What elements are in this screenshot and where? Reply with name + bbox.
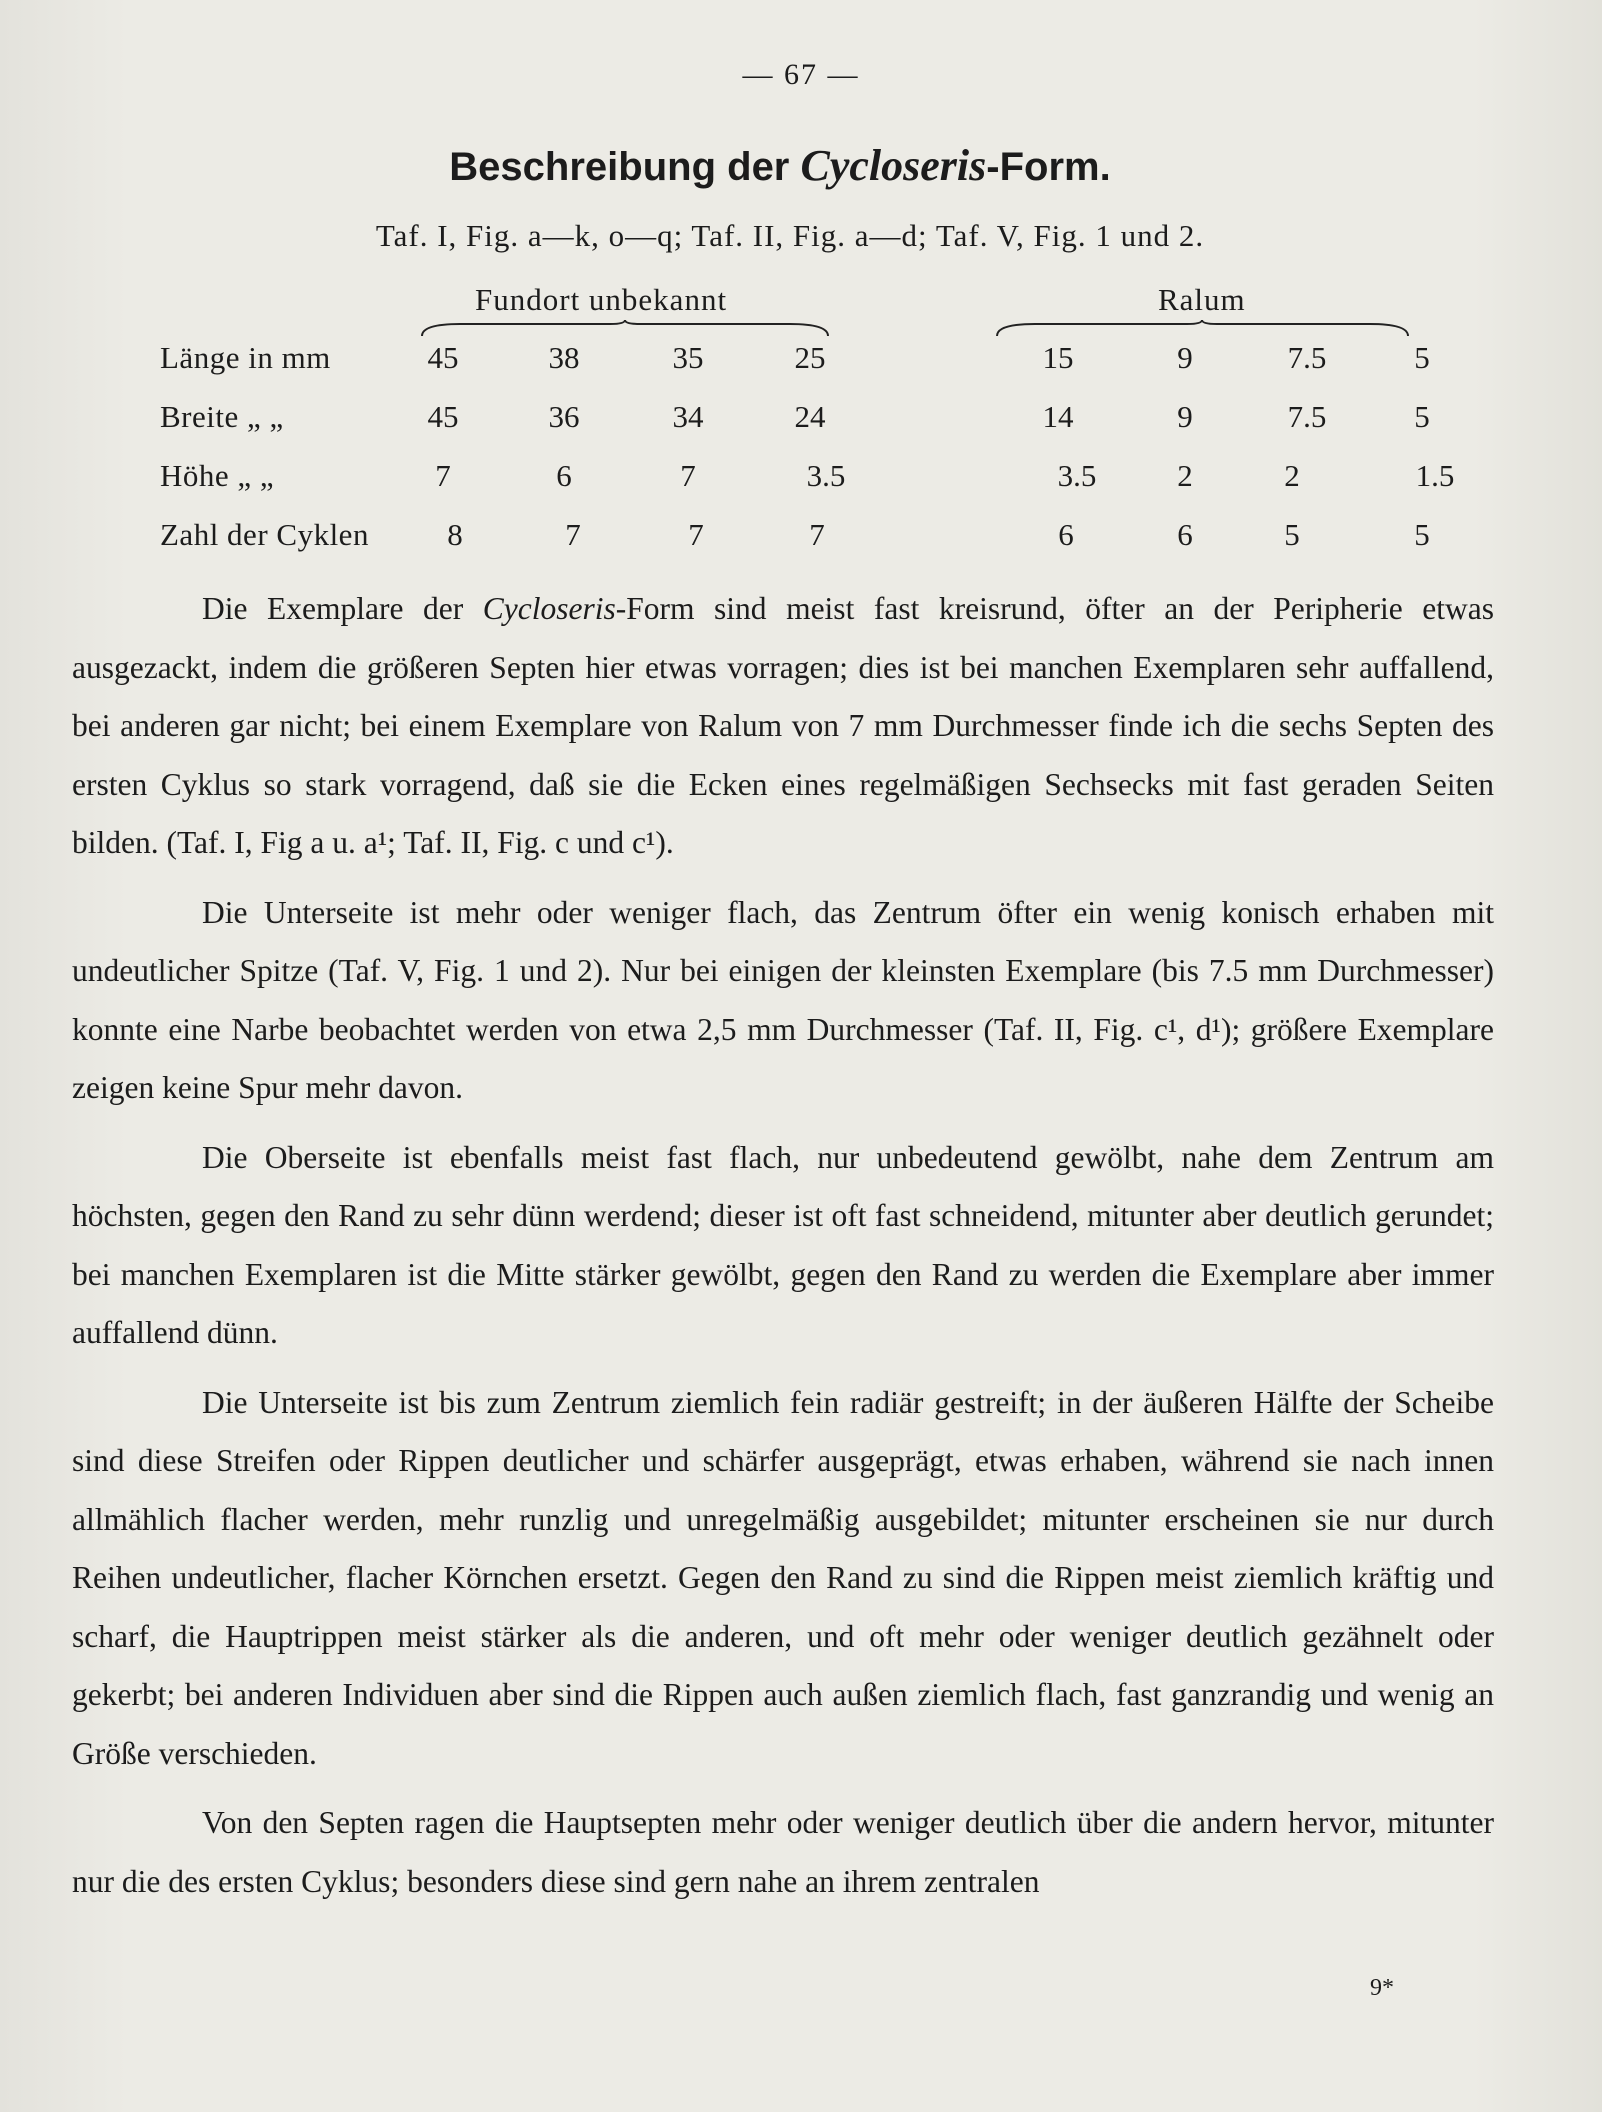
table-cell: 5	[1414, 517, 1430, 552]
table-cell: 14	[1042, 399, 1074, 434]
paragraph: Von den Septen ragen die Hauptsepten mehr oder weniger deutlich über die andern hervor, mitunter nur die des ersten Cyklus; besonders diese sind gern nahe an ihrem zentralen	[72, 1805, 1494, 1899]
table-cell: 5	[1284, 517, 1300, 552]
table-cell: 7	[688, 517, 704, 552]
title-suffix: -Form.	[986, 145, 1111, 189]
table-cell: 3.5	[1057, 458, 1097, 493]
row-label: Breite „ „	[160, 399, 284, 434]
paragraph: Die Unterseite ist bis zum Zentrum ziemlich fein radiär gestreift; in der äußeren Hälfte der Scheibe sind diese Streifen oder Rippen deutlicher und schärfer ausgeprägt, etwas erhaben, während sie nach innen allmählich flacher werden, mehr runzlig und unregelmäßig ausgebildet; mitunter erscheinen sie nur durch Reihen undeutlicher, flacher Körnchen ersetzt. Gegen den Rand zu sind die Rippen meist ziemlich kräftig und scharf, die Hauptrippen meist stärker als die anderen, und oft mehr oder weniger deutlich gezähnelt oder gekerbt; bei anderen Individuen aber sind die Rippen auch außen ziemlich flach, fast ganzrandig und wenig an Größe verschieden.	[72, 1384, 1494, 1771]
table-cell: 35	[672, 340, 704, 375]
table-cell: 7	[435, 458, 451, 493]
table-cell: 7.5	[1287, 340, 1327, 375]
table-cell: 45	[427, 340, 459, 375]
table-cell: 9	[1177, 399, 1193, 434]
table-cell: 15	[1042, 340, 1074, 375]
table-row	[160, 399, 1460, 458]
measurement-table	[160, 340, 1460, 576]
paragraph-text: -Form sind meist fast kreisrund, öfter an der Peripherie etwas ausgezackt, indem die größeren Septen hier etwas vorragen; dies ist bei manchen Exemplaren sehr auffallend, bei anderen gar nicht; bei einem Exemplare von Ralum von 7 mm Durchmesser finde ich die sechs Septen des ersten Cyklus so stark vorragend, daß sie die Ecken eines regelmäßigen Sechsecks mit fast geraden Seiten bilden. (Taf. I, Fig a u. a¹; Taf. II, Fig. c und c¹).	[72, 591, 1494, 860]
paragraph: Die Oberseite ist ebenfalls meist fast flach, nur unbedeutend gewölbt, nahe dem Zentrum am höchsten, gegen den Rand zu sehr dünn werdend; dieser ist oft fast schneidend, mitunter aber deutlich gerundet; bei manchen Exemplaren ist die Mitte stärker gewölbt, gegen den Rand zu werden die Exemplare aber immer auffallend dünn.	[72, 1139, 1494, 1350]
table-cell: 38	[548, 340, 580, 375]
table-cell: 6	[556, 458, 572, 493]
table-cell: 7	[809, 517, 825, 552]
row-label: Zahl der Cyklen	[160, 517, 369, 552]
table-cell: 25	[794, 340, 826, 375]
body-text	[72, 580, 1494, 1911]
page-number: — 67 —	[742, 58, 860, 91]
title-prefix: Beschreibung der	[449, 145, 801, 189]
signature-mark: 9*	[1370, 1975, 1394, 2001]
table-cell: 6	[1058, 517, 1074, 552]
table-cell: 3.5	[806, 458, 846, 493]
table-cell: 45	[427, 399, 459, 434]
group-brace-ralum	[995, 320, 1410, 340]
section-title	[0, 140, 1560, 191]
table-cell: 5	[1414, 399, 1430, 434]
group-brace-fundort	[420, 320, 830, 340]
group-heading-fundort: Fundort unbekannt	[475, 282, 728, 317]
table-cell: 2	[1284, 458, 1300, 493]
table-cell: 9	[1177, 340, 1193, 375]
paragraph-text: Die Exemplare der	[202, 591, 483, 626]
table-cell: 36	[548, 399, 580, 434]
paragraph: Die Unterseite ist mehr oder weniger flach, das Zentrum öfter ein wenig konisch erhaben mit undeutlicher Spitze (Taf. V, Fig. 1 und 2). Nur bei einigen der kleinsten Exemplare (bis 7.5 mm Durchmesser) konnte eine Narbe beobachtet werden von etwa 2,5 mm Durchmesser (Taf. II, Fig. c¹, d¹); größere Exemplare zeigen keine Spur mehr davon.	[72, 894, 1494, 1105]
table-cell: 2	[1177, 458, 1193, 493]
group-heading-ralum: Ralum	[1158, 282, 1246, 317]
genus-name: Cycloseris	[482, 591, 616, 626]
plate-reference: Taf. I, Fig. a—k, o—q; Taf. II, Fig. a—d; Taf. V, Fig. 1 und 2.	[375, 218, 1205, 253]
row-label: Höhe „ „	[160, 458, 275, 493]
table-cell: 1.5	[1415, 458, 1455, 493]
table-cell: 5	[1414, 340, 1430, 375]
table-row	[160, 340, 1460, 399]
table-cell: 24	[794, 399, 826, 434]
table-row	[160, 458, 1460, 517]
title-genus: Cycloseris	[800, 141, 987, 190]
table-cell: 7	[680, 458, 696, 493]
table-row	[160, 517, 1460, 576]
table-cell: 7.5	[1287, 399, 1327, 434]
row-label: Länge in mm	[160, 340, 331, 375]
paragraph	[72, 580, 1494, 873]
table-cell: 7	[565, 517, 581, 552]
table-cell: 6	[1177, 517, 1193, 552]
table-cell: 8	[447, 517, 463, 552]
table-cell: 34	[672, 399, 704, 434]
